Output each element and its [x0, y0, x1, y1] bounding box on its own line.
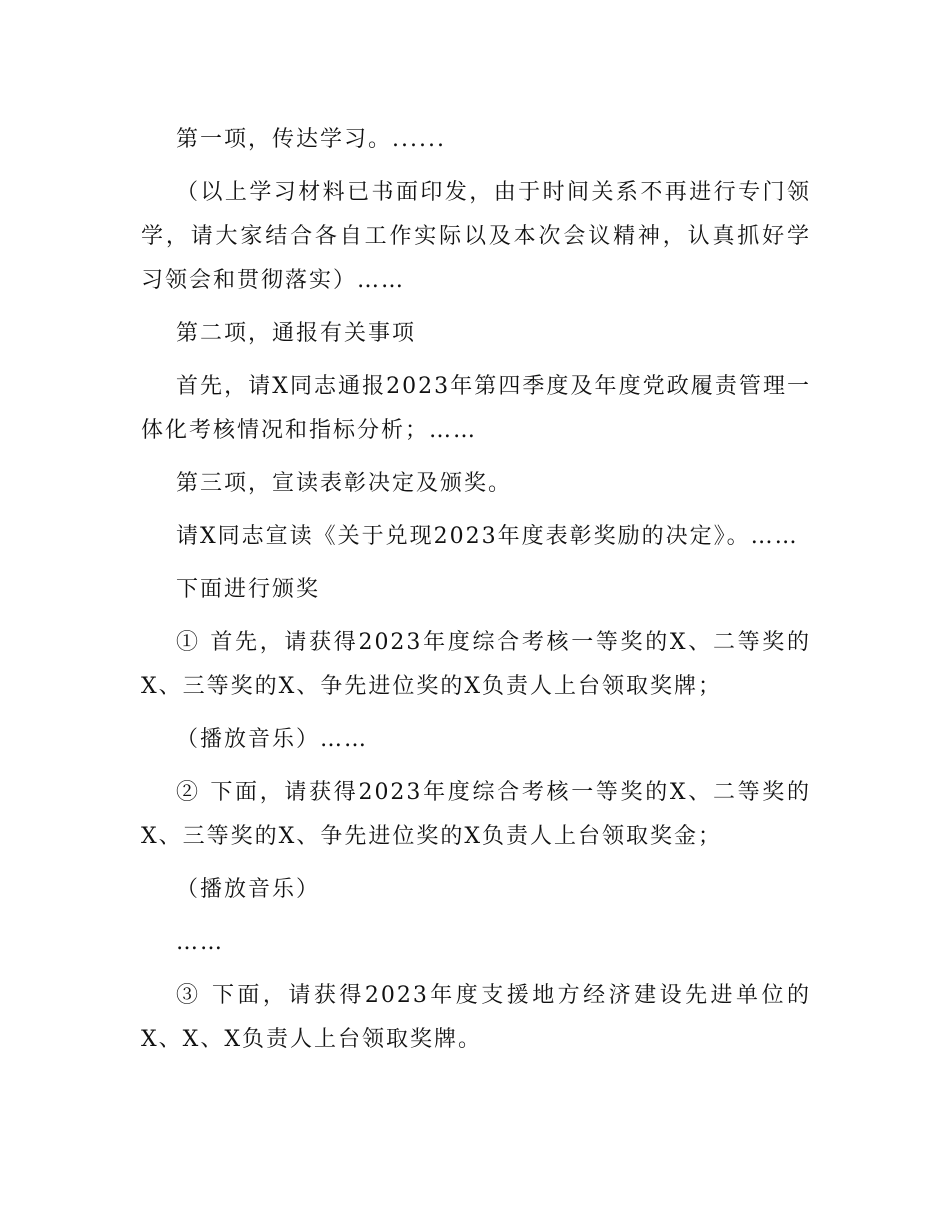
paragraph-music-2: （播放音乐）	[176, 877, 321, 902]
paragraph-award-2: ② 下面，请获得2023年度综合考核一等奖的X、二等奖的X、三等奖的X、争先进位奖的X负责人上台领取奖金；	[141, 780, 811, 849]
paragraph-study-note: （以上学习材料已书面印发，由于时间关系不再进行专门领学，请大家结合各自工作实际以及本次会议精神，认真抓好学习领会和贯彻落实）……	[141, 180, 811, 293]
paragraph-report: 首先，请X同志通报2023年第四季度及年度党政履责管理一体化考核情况和指标分析；……	[141, 374, 811, 443]
paragraph-item-1: 第一项，传达学习。......	[176, 127, 446, 152]
paragraph-award-1: ① 首先，请获得2023年度综合考核一等奖的X、二等奖的X、三等奖的X、争先进位奖的X负责人上台领取奖牌；	[141, 630, 811, 699]
paragraph-music-1: （播放音乐）……	[176, 727, 369, 752]
document-body	[141, 118, 811, 1071]
paragraph-decision: 请X同志宣读《关于兑现2023年度表彰奖励的决定》。……	[176, 524, 799, 549]
paragraph-item-2: 第二项，通报有关事项	[176, 321, 417, 346]
paragraph-award-intro: 下面进行颁奖	[176, 577, 321, 602]
paragraph-award-3: ③ 下面，请获得2023年度支援地方经济建设先进单位的X、X、X负责人上台领取奖牌。	[141, 983, 811, 1052]
paragraph-ellipsis: ……	[176, 930, 224, 955]
paragraph-item-3: 第三项，宣读表彰决定及颁奖。	[176, 471, 513, 496]
